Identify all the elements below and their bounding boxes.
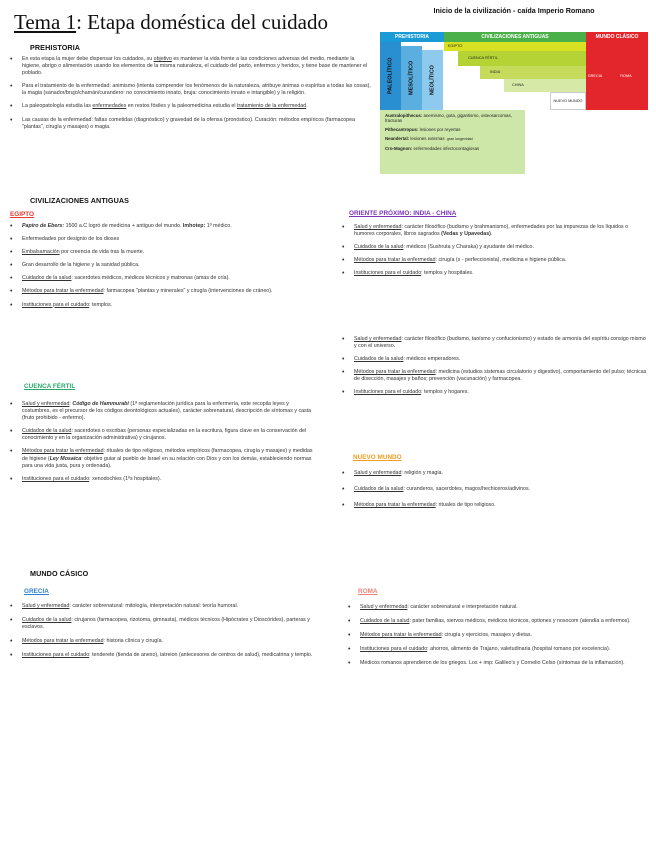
list-item: • Métodos para tratar la enfermedad: cirugía (s - perfeccionista), medicina e higiene pública. [340,257,648,264]
list-item: • Instituciones para el cuidado: templos y hogares. [340,389,648,396]
list-item: • Enfermedades por designio de los dioses [8,236,308,243]
list-item: • Cuidados de la salud: sacerdotes médicos, médicos técnicos y matronas (amas de cría). [8,275,308,282]
cuenca-list [8,401,316,489]
fossil-note: Cro-Magnon: enfermedades infectocontagiosas [385,146,480,152]
list-item: • Cuidados de la salud: médicos emperadores. [340,356,648,363]
fossil-note: Pithecantropus: lesiones por reyertas [385,127,461,133]
list-item: • Métodos para tratar la enfermedad: historia clínica y cirugía. [8,638,316,645]
title-prefix: Tema 1 [14,10,77,34]
list-item: • Embalsamación por creencia de vida tras la muerte. [8,249,308,256]
list-item: • Salud y enfermedad: Código de Hammurabi (1ª reglamentación jurídica para la enfermería, este recopila leyes y costumbres, es el precursor de los códigos deontológicos actuales), carácter sobrenatural, descripción de síntomas y casta (fruto prohibido - enfermo). [8,401,316,422]
list-item: • Instituciones para el cuidado: templos y hospitales. [340,270,648,277]
list-item: • Gran desarrollo de la higiene y la sanidad pública. [8,262,308,269]
header-civilizaciones: CIVILIZACIONES ANTIGUAS [444,32,586,42]
fossil-note: Neandertal: lesiones externas gran longevidad [385,136,473,142]
list-item: • Métodos para tratar la enfermedad: farmacopea "plantas y minerales" y cirugía (intervenciones de cráneo). [8,288,308,295]
civilizaciones-heading: CIVILIZACIONES ANTIGUAS [30,196,130,205]
list-item: • Cuidados de la salud: curanderos, sacerdotes, magos/hechiceros/adivinos. [340,486,648,493]
grecia-list [8,603,316,665]
list-item: • Salud y enfermedad: carácter sobrenatural: mitología, interpretación natural: teoría humoral. [8,603,316,610]
grecia-label: GRECIA [24,588,49,595]
list-item: • Métodos para tratar la enfermedad: medicina (estudios sistemas circulatorio y digestivo), comportamiento del pulso; técnicas de disección, masajes y baños; prevención (vacunación) y farmacopea. [340,369,648,383]
period-mesolitico: MESOLÍTICO [401,46,422,110]
list-item: • Salud y enfermedad: carácter filosófico (budismo, taoísmo y confucionismo) y estado de armonía del espíritu consigo mismo y con el universo. [340,336,648,350]
list-item: • Métodos para tratar la enfermedad: cirugía y ejercicios, masajes y dietas. [346,632,648,639]
oriente-label: ORIENTE PRÓXIMO: INDIA - CHINA [349,210,457,217]
list-item: • Salud y enfermedad: carácter filosófico (budismo y brahmanismo), enfermedades por las impurezas de los líquidos o humores corporales, libros sagrados (Vedas y Upavedas). [340,224,648,238]
list-item: • Métodos para tratar la enfermedad: rituales de tipo religioso. [340,502,648,509]
title-rest: : Etapa doméstica del cuidado [76,10,329,34]
list-item: • Cuidados de la salud: pater familias, siervos médicos, médicos técnicos, optiones y nosocom (atendía a enfermos). [346,618,648,625]
header-prehistoria: PREHISTORIA [380,32,444,42]
prehistoria-heading: PREHISTORIA [30,43,81,52]
list-item: • Cuidados de la salud: sacerdotes o escribas (personas especializadas en la escritura, figura clave en la conservación del conocimiento y en la organización administrativa) y cirujanos. [8,428,316,442]
fossil-notes-box [380,110,525,174]
list-item: • Instituciones para el cuidado: xenodochies (1ºs hospitales). [8,476,316,483]
egipto-label: EGIPTO [10,211,35,218]
list-item: • Para el tratamiento de la enfermedad: animismo (intenta comprender los fenómenos de la naturaleza, atribuye ánimas o espíritus a todas las cosas), la magia (sanador/brujo/chamán/curandero: no conocimiento innato, bruja: conocimiento innato e intangible) y la religión. [8,83,374,97]
roma-label: ROMA [358,588,378,595]
india-list [340,224,648,283]
china-list [340,336,648,403]
roma-list [346,604,648,673]
timeline-diagram [380,6,648,118]
classic-grecia: GRECIA [586,42,604,110]
list-item: • Papiro de Ebers: 1500 a.C logró de medicina + antiguo del mundo. Imhotep: 1º médico. [8,223,308,230]
nuevo-mundo-label: NUEVO MUNDO [353,454,402,461]
list-item: • Métodos para tratar la enfermedad: rituales de tipo religioso, métodos empíricos (farmacopea, cirugía y masajes) y medidas de higiene (Ley Mosaica: objetivo guiar al pueblo de Israel en su relación con Dios y con los demás, estableciendo normas para una vida justa, pura y ordenada). [8,448,316,469]
nuevo-mundo-list [340,470,648,515]
step-nuevo-mundo: NUEVO MUNDO [550,92,586,110]
prehistoria-list [8,56,374,137]
list-item: • Salud y enfermedad: carácter sobrenatural e interpretación natural. [346,604,648,611]
mundo-clasico-heading: MUNDO CÁSICO [30,569,89,578]
list-item: • Instituciones para el cuidado: tenderete (tienda de anexo), iatreion (antecesores de centros de salud), medicatrina y templo. [8,652,316,659]
fossil-note: Australopithecus: anemismo, gota, gigantismo, osteosarcomas, fracturas [385,113,512,124]
list-item: • En esta etapa la mujer debe dispensar los cuidados, su objetivo es mantener la vida frente a las condiciones adversas del medio, mediante la higiene, abrigo o alimentación usando los elementos de la misma naturaleza, el cuidado del parto, enfermos y heridos, y tiene base de mantener el poblado. [8,56,374,77]
list-item: • Médicos romanos aprendieron de los griegos. Los + imp: Galileo's y Cornelio Celso (síntomas de la inflamación). [346,660,648,667]
step-cuenca: CUENCA FÉRTIL [458,51,586,66]
header-mundo-clasico: MUNDO CLÁSICO [586,32,648,42]
list-item: • Cuidados de la salud: médicos (Sushruta y Charaka) y ayudante del médico. [340,244,648,251]
step-china: CHINA [504,79,586,92]
page-title [14,10,328,35]
diagram-title: Inicio de la civilización - caída Imperio Romano [433,6,595,15]
classic-roma: ROMA [604,42,648,110]
list-item: • Salud y enfermedad: religión y magia. [340,470,648,477]
list-item: • La paleopatología estudia las enfermedades en restos fósiles y la paleomedicina estudia el tratamiento de la enfermedad. [8,103,374,110]
list-item: • Instituciones para el cuidado: templos. [8,302,308,309]
egipto-list [8,223,308,315]
period-paleolitico: PALEOLÍTICO [380,42,401,110]
list-item: • Cuidados de la salud: cirujanos (farmacopea, rizotoma, gimnasta), médicos técnicos (Hipócrates y Dioscórides), parteras y esclavos. [8,617,316,631]
list-item: • Instituciones para el cuidado: ahorros, alimento de Trajano, valetudinaria (hospital romano por excelencia). [346,646,648,653]
step-india: INDIA [480,66,586,79]
list-item: • Las causas de la enfermedad: faltas cometidas (diagnóstico) y gravedad de la ofensa (pronóstico). Curación: métodos empíricos (farmacopea "plantas", cirugía y masajes) o magia. [8,117,374,131]
step-egipto: EGIPTO [444,42,586,51]
cuenca-label: CUENCA FÉRTIL [24,383,76,390]
period-neolitico: NEOLÍTICO [422,50,443,110]
